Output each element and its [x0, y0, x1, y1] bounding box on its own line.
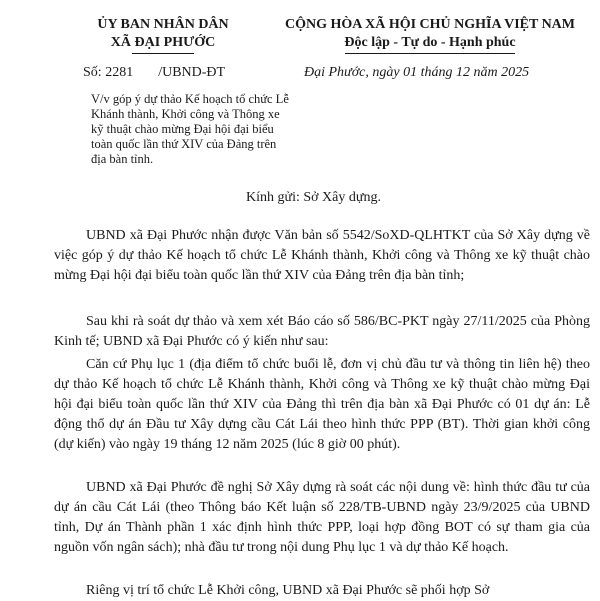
subject-line: V/v góp ý dự thảo Kế hoạch tổ chức Lễ Khánh thành, Khởi công và Thông xe kỹ thuật chào mừng Đại hội đại biểu toàn quốc lần thứ XIV của Đảng trên địa bàn tỉnh.: [91, 92, 289, 166]
paragraph-text: Sau khi rà soát dự thảo và xem xét Báo cáo số 586/BC-PKT ngày 27/11/2025 của Phòng Kinh tế; UBND xã Đại Phước có ý kiến như sau:: [54, 314, 590, 349]
document-date: [304, 65, 529, 81]
date-year-label: năm: [473, 65, 498, 80]
document-number: [83, 65, 225, 81]
date-day: 01: [403, 65, 418, 80]
body-paragraph-1: [54, 226, 590, 306]
date-month-label: tháng: [420, 65, 453, 80]
salutation: Kính gửi: Sở Xây dựng.: [246, 190, 381, 205]
national-motto: Độc lập - Tự do - Hạnh phúc: [344, 35, 516, 50]
national-title: [280, 16, 580, 54]
date-prefix: Đại Phước, ngày: [304, 65, 400, 80]
date-year: 2025: [501, 65, 530, 80]
authority-underline: [132, 53, 194, 54]
authority-line-1: ỦY BAN NHÂN DÂN: [97, 17, 229, 32]
body-paragraph-5: [54, 581, 590, 601]
paragraph-text: Riêng vị trí tổ chức Lễ Khởi công, UBND xã Đại Phước sẽ phối hợp Sở: [86, 583, 490, 598]
body-paragraph-2: [54, 312, 590, 352]
paragraph-text: UBND xã Đại Phước nhận được Văn bản số 5542/SoXD-QLHTKT của Sở Xây dựng về việc góp ý dự thảo Kế hoạch tổ chức Lễ Khánh thành, Khởi công và Thông xe kỹ thuật chào mừng Đại hội đại biểu toàn quốc lần thứ XIV của Đảng trên địa bàn tỉnh;: [54, 228, 590, 283]
paragraph-text: Căn cứ Phụ lục 1 (địa điểm tổ chức buổi lễ, đơn vị chủ đầu tư và thông tin liên hệ) theo dự thảo Kế hoạch tổ chức Lễ Khánh thành, Khởi công và Thông xe kỹ thuật chào mừng Đại hội đại biểu toàn quốc lần thứ XIV của Đảng thì trên địa bàn xã Đại Phước có 01 dự án: Lễ động thổ dự án Đầu tư Xây dựng cầu Cát Lái theo hình thức PPP (BT). Thời gian khởi công (dự kiến) vào ngày 19 tháng 12 năm 2025 (lúc 8 giờ 00 phút).: [54, 357, 590, 452]
body-paragraph-3: [54, 355, 590, 475]
date-month: 12: [455, 65, 470, 80]
doc-number-label: Số:: [83, 65, 102, 80]
body-paragraph-4: [54, 478, 590, 578]
paragraph-text: UBND xã Đại Phước đề nghị Sở Xây dựng rà soát các nội dung về: hình thức đầu tư của dự án cầu Cát Lái (theo Thông báo Kết luận số 228/TB-UBND ngày 23/9/2025 của UBND tỉnh, Dự án Thành phần 1 xác định hình thức PPP, loại hợp đồng BOT có sự tham gia của nguồn vốn ngân sách); nhà đầu tư trong nội dung Phụ lục 1 và dự thảo Kế hoạch.: [54, 480, 590, 555]
doc-number-suffix: /UBND-ĐT: [158, 65, 226, 80]
doc-number-value: 2281: [105, 65, 134, 80]
national-title-line-1: CỘNG HÒA XÃ HỘI CHỦ NGHĨA VIỆT NAM: [284, 17, 575, 32]
issuing-authority: [88, 16, 238, 54]
motto-underline: [345, 53, 515, 54]
authority-line-2: XÃ ĐẠI PHƯỚC: [110, 35, 216, 50]
